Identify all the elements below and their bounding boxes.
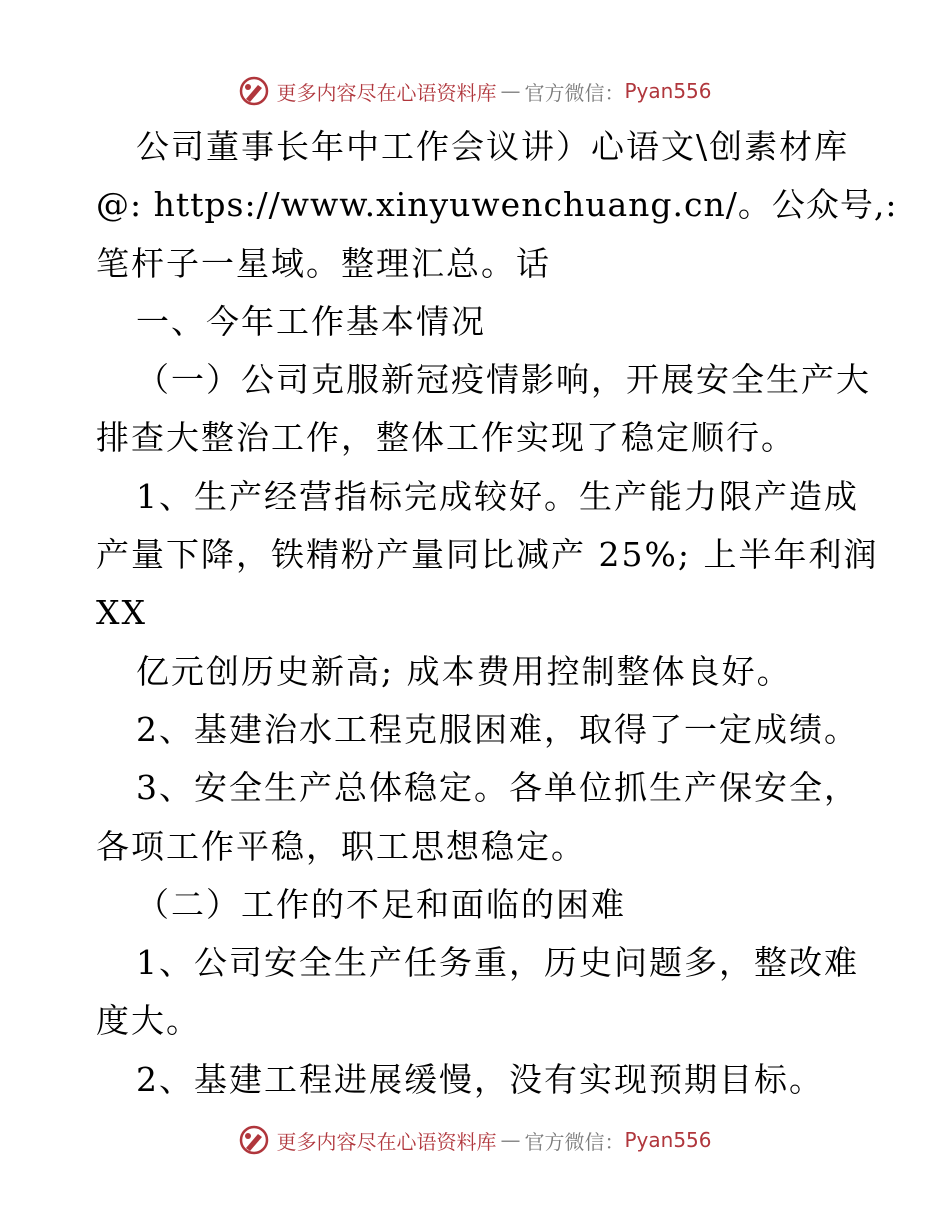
text-line: 2、基建工程进展缓慢，没有实现预期目标。: [136, 1059, 824, 1099]
text-line: 2、基建治水工程克服困难，取得了一定成绩。: [136, 709, 859, 749]
text-line: 产量下降，铁精粉产量同比减产 25%; 上半年利润: [96, 535, 879, 575]
banner-wechat-label: 官方微信：: [524, 1129, 625, 1154]
document-body: [96, 118, 898, 1109]
header-banner: [0, 71, 950, 111]
banner-dash: —: [500, 1128, 521, 1152]
text-line: 亿元创历史新高; 成本费用控制整体良好。: [136, 651, 792, 691]
text-line: @: https://www.xinyuwenchuang.cn/。公众号,:: [96, 185, 898, 225]
banner-main-text: 更多内容尽在心语资料库: [276, 80, 497, 105]
subsection-heading: （二）工作的不足和面临的困难: [136, 884, 626, 924]
text-line: 1、生产经营指标完成较好。生产能力限产造成: [136, 476, 859, 516]
banner-wechat-id: Pyan556: [624, 1128, 712, 1152]
text-line: 笔杆子一星域。整理汇总。话: [96, 243, 551, 283]
banner-wechat-label: 官方微信：: [524, 80, 625, 105]
text-line: 公司董事长年中工作会议讲）心语文\创素材库: [136, 127, 850, 166]
footer-banner: [0, 1120, 950, 1160]
text-line: 度大。: [96, 1001, 201, 1041]
section-heading: 一、今年工作基本情况: [136, 301, 486, 341]
subsection-heading: （一）公司克服新冠疫情影响，开展安全生产大: [136, 360, 871, 400]
pen-logo-icon: [238, 1124, 270, 1156]
banner-wechat-id: Pyan556: [624, 79, 712, 103]
text-line: XX: [96, 593, 147, 633]
banner-main-text: 更多内容尽在心语资料库: [276, 1129, 497, 1154]
text-line: 3、安全生产总体稳定。各单位抓生产保安全，: [136, 768, 859, 808]
text-line: 排查大整治工作，整体工作实现了稳定顺行。: [96, 418, 796, 458]
banner-dash: —: [500, 79, 521, 103]
text-line: 1、公司安全生产任务重，历史问题多，整改难: [136, 943, 859, 983]
pen-logo-icon: [238, 75, 270, 107]
text-line: 各项工作平稳，职工思想稳定。: [96, 826, 586, 866]
